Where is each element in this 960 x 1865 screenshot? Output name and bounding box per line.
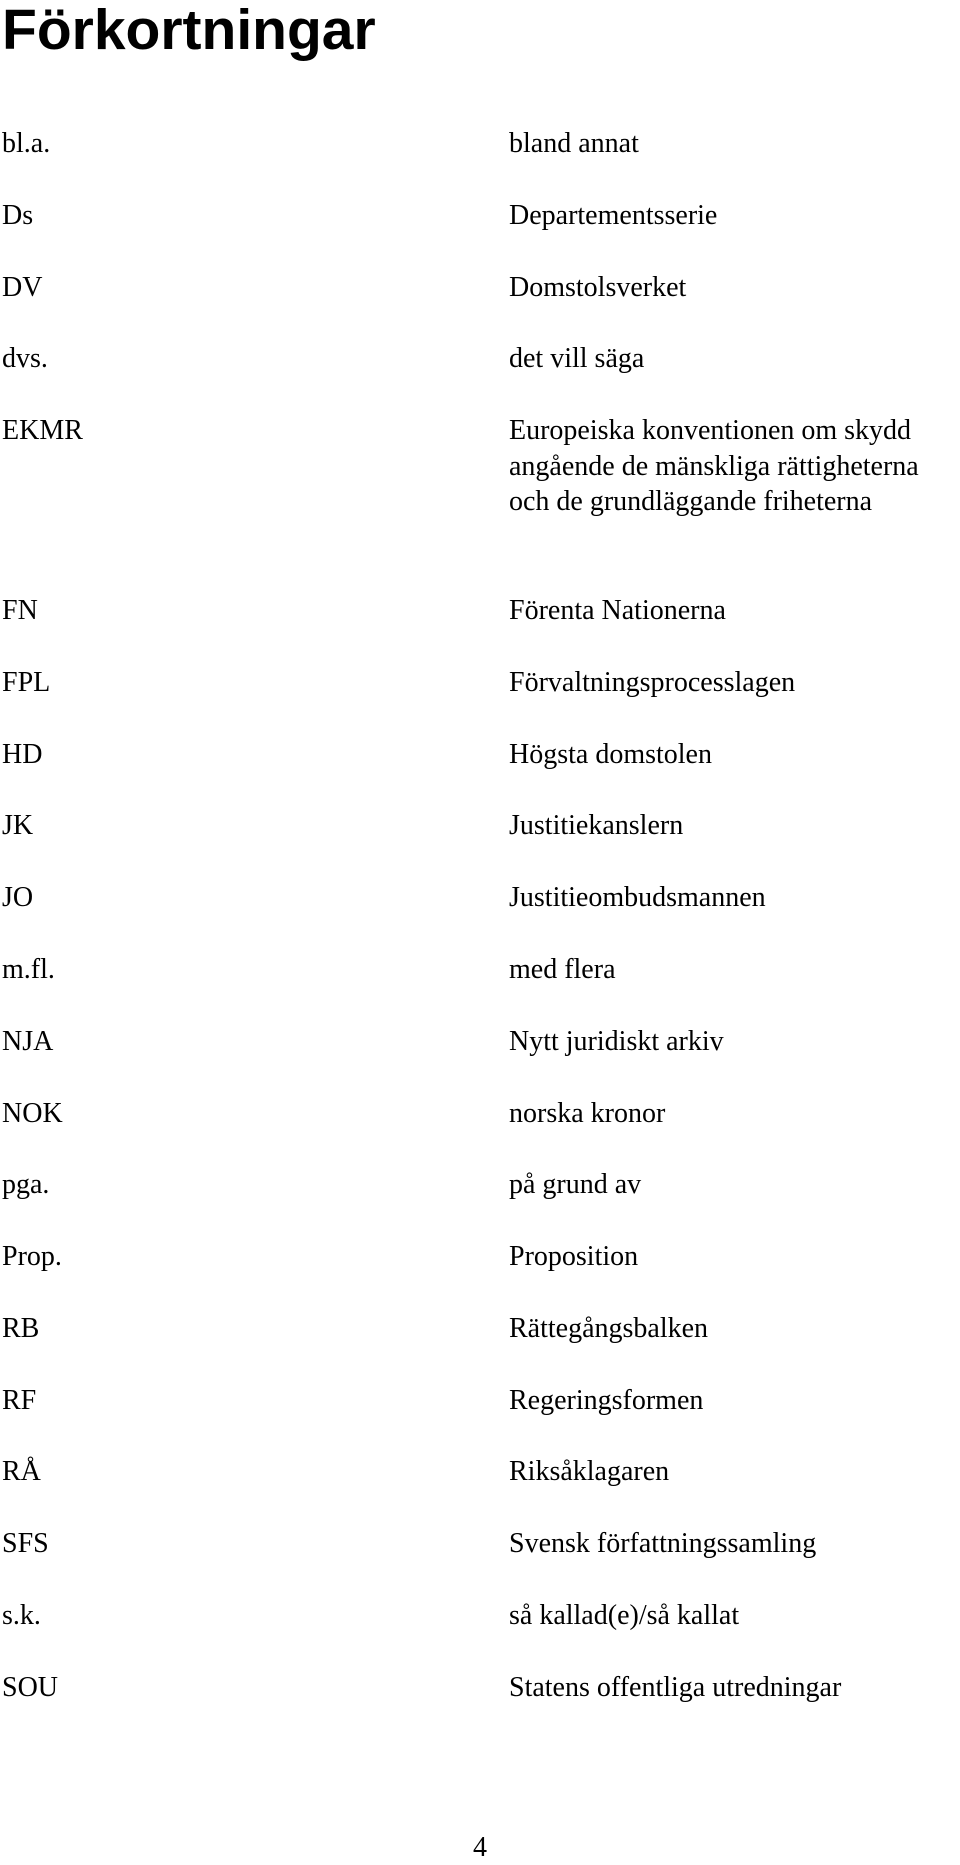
abbreviation-meaning: med flera: [509, 954, 616, 985]
page-number: 4: [473, 1832, 487, 1863]
abbreviation: SFS: [2, 1528, 49, 1559]
abbreviation-meaning: det vill säga: [509, 343, 645, 374]
abbreviation: HD: [2, 739, 43, 770]
abbreviation-meaning: Domstolsverket: [509, 272, 687, 303]
abbreviation: JO: [2, 882, 34, 913]
abbreviation: NOK: [2, 1098, 63, 1129]
abbreviation-meaning: norska kronor: [509, 1098, 666, 1129]
abbreviation: FPL: [2, 667, 51, 698]
abbreviation: RF: [2, 1385, 37, 1416]
abbreviation-meaning: Förvaltningsprocesslagen: [509, 667, 796, 698]
abbreviation: dvs.: [2, 343, 48, 374]
abbreviation: RÅ: [2, 1456, 41, 1487]
abbreviation: DV: [2, 272, 43, 303]
abbreviation-meaning: Svensk författningssamling: [509, 1528, 817, 1559]
abbreviation-meaning: så kallad(e)/så kallat: [509, 1600, 740, 1631]
abbreviation-meaning: Statens offentliga utredningar: [509, 1672, 842, 1703]
abbreviation: Ds: [2, 200, 34, 231]
abbreviation: NJA: [2, 1026, 54, 1057]
abbreviation-meaning: Rättegångsbalken: [509, 1313, 709, 1344]
abbreviation-meaning: Nytt juridiskt arkiv: [509, 1026, 724, 1057]
abbreviation: Prop.: [2, 1241, 62, 1272]
abbreviation-meaning: Departementsserie: [509, 200, 718, 231]
abbreviation: m.fl.: [2, 954, 55, 985]
abbreviation: FN: [2, 595, 38, 626]
abbreviation: EKMR: [2, 415, 83, 446]
abbreviation-meaning: Förenta Nationerna: [509, 595, 726, 626]
abbreviation-meaning: Riksåklagaren: [509, 1456, 670, 1487]
abbreviation-meaning: Proposition: [509, 1241, 639, 1272]
abbreviation: bl.a.: [2, 128, 51, 159]
abbreviation-meaning: Justitiekanslern: [509, 810, 684, 841]
abbreviation: s.k.: [2, 1600, 41, 1631]
abbreviation-meaning: Justitieombudsmannen: [509, 882, 766, 913]
abbreviation-meaning: Europeiska konventionen om skydd angående de mänskliga rättigheterna och de grundläggande friheterna: [509, 415, 919, 517]
abbreviation-meaning: bland annat: [509, 128, 639, 159]
page-title: Förkortningar: [2, 0, 376, 62]
abbreviation-meaning: Högsta domstolen: [509, 739, 712, 770]
abbreviation: RB: [2, 1313, 40, 1344]
abbreviation-meaning: Regeringsformen: [509, 1385, 704, 1416]
abbreviation: pga.: [2, 1169, 50, 1200]
abbreviation: SOU: [2, 1672, 59, 1703]
abbreviation-meaning: på grund av: [509, 1169, 642, 1200]
abbreviation: JK: [2, 810, 34, 841]
